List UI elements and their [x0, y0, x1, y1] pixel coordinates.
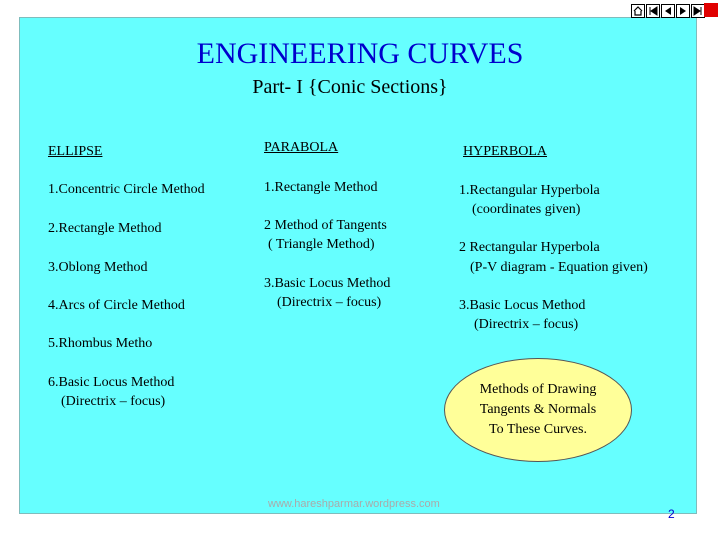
parabola-method-3-note: (Directrix – focus): [277, 295, 382, 310]
ellipse-method-3: 3.Oblong Method: [48, 260, 148, 275]
parabola-method-1: 1.Rectangle Method: [264, 180, 378, 195]
prev-icon[interactable]: [661, 4, 675, 18]
ellipse-method-5: 5.Rhombus Metho: [48, 336, 153, 351]
ellipse-method-2: 2.Rectangle Method: [48, 221, 162, 236]
parabola-header: PARABOLA: [264, 140, 339, 155]
ellipse-method-1: 1.Concentric Circle Method: [48, 182, 205, 197]
parabola-method-2: 2 Method of Tangents: [264, 218, 387, 233]
end-icon[interactable]: [704, 3, 718, 17]
footer-url: www.hareshparmar.wordpress.com: [268, 498, 440, 510]
hyperbola-method-2-note: (P-V diagram - Equation given): [470, 260, 648, 275]
last-icon[interactable]: [691, 4, 705, 18]
first-icon[interactable]: [646, 4, 660, 18]
hyperbola-method-3: 3.Basic Locus Method: [459, 298, 586, 313]
nav-toolbar: [630, 3, 705, 18]
next-icon[interactable]: [676, 4, 690, 18]
ellipse-method-4: 4.Arcs of Circle Method: [48, 298, 185, 313]
tangents-normals-link[interactable]: [444, 358, 632, 462]
hyperbola-method-3-note: (Directrix – focus): [474, 317, 579, 332]
page-subtitle: Part- I {Conic Sections}: [252, 76, 448, 98]
hyperbola-method-1: 1.Rectangular Hyperbola: [459, 183, 600, 198]
parabola-method-2-note: ( Triangle Method): [268, 237, 375, 252]
ellipse-method-6: 6.Basic Locus Method: [48, 375, 175, 390]
hyperbola-method-2: 2 Rectangular Hyperbola: [459, 240, 600, 255]
parabola-method-3: 3.Basic Locus Method: [264, 276, 391, 291]
ellipse-header: ELLIPSE: [48, 144, 103, 159]
callout-text: Methods of Drawing Tangents & Normals To These Curves.: [479, 382, 597, 437]
page-number: 2: [668, 507, 675, 521]
ellipse-method-6-note: (Directrix – focus): [61, 394, 166, 409]
hyperbola-header: HYPERBOLA: [463, 144, 548, 159]
page-title: ENGINEERING CURVES: [196, 37, 524, 70]
home-icon[interactable]: [631, 4, 645, 18]
hyperbola-method-1-note: (coordinates given): [472, 202, 581, 217]
